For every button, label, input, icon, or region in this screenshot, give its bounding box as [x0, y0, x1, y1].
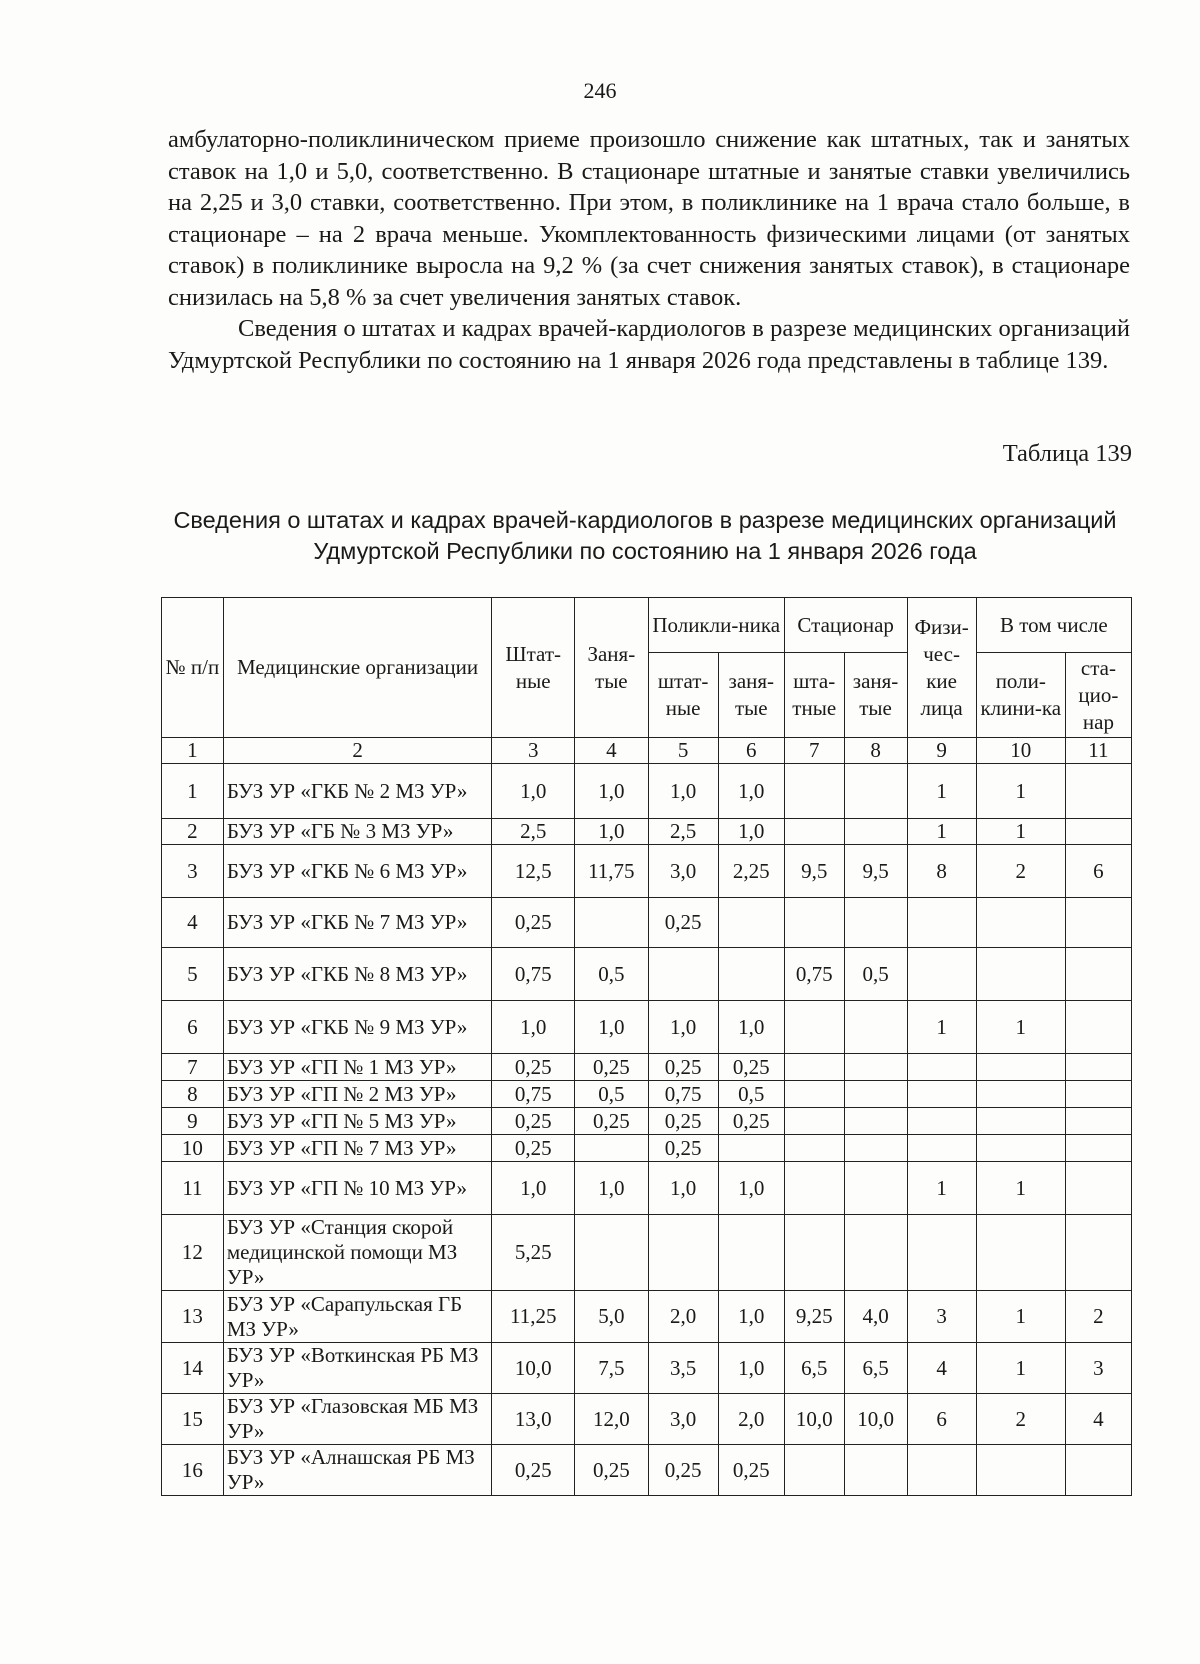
table-cell: 1 — [976, 1291, 1065, 1343]
table-cell — [1065, 1162, 1131, 1215]
table-cell: 2,0 — [648, 1291, 718, 1343]
header-including: В том числе — [976, 598, 1131, 653]
column-number: 9 — [907, 738, 976, 764]
table-cell: 1,0 — [492, 1001, 575, 1054]
header-hosp-staff: шта-тные — [784, 653, 844, 738]
header-hosp-occ: заня-тые — [844, 653, 907, 738]
table-cell — [718, 1215, 784, 1291]
table-cell — [784, 1054, 844, 1081]
table-row — [162, 1394, 1132, 1445]
table-cell: 5 — [162, 948, 224, 1001]
table-cell — [1065, 764, 1131, 819]
table-cell — [575, 1215, 648, 1291]
table-cell — [718, 898, 784, 948]
table-cell: 0,5 — [844, 948, 907, 1001]
table-cell — [976, 1054, 1065, 1081]
table-cell — [976, 898, 1065, 948]
table-cell: 5,0 — [575, 1291, 648, 1343]
table-cell — [784, 764, 844, 819]
table-cell: 14 — [162, 1343, 224, 1394]
table-cell: 0,25 — [492, 1445, 575, 1496]
table-cell — [907, 898, 976, 948]
header-org: Медицинские организации — [223, 598, 491, 738]
table-cell: 2 — [976, 1394, 1065, 1445]
table-cell: 6 — [907, 1394, 976, 1445]
table-cell: 8 — [162, 1081, 224, 1108]
table-cell: 1,0 — [575, 819, 648, 845]
table-cell: 3,0 — [648, 1394, 718, 1445]
org-name-cell: БУЗ УР «ГКБ № 7 МЗ УР» — [223, 898, 491, 948]
table-cell — [718, 948, 784, 1001]
table-cell — [718, 1135, 784, 1162]
table-cell — [784, 1081, 844, 1108]
column-number: 3 — [492, 738, 575, 764]
column-number: 11 — [1065, 738, 1131, 764]
paragraph: Сведения о штатах и кадрах врачей-кардиологов в разрезе медицинских организаций Удмуртской Республики по состоянию на 1 января 2026 года представлены в таблице 139. — [168, 315, 1130, 374]
org-name-cell: БУЗ УР «ГКБ № 9 МЗ УР» — [223, 1001, 491, 1054]
staff-table — [161, 597, 1132, 1496]
table-cell — [1065, 948, 1131, 1001]
table-cell — [976, 1215, 1065, 1291]
table-cell: 2,25 — [718, 845, 784, 898]
table-cell: 1,0 — [718, 1291, 784, 1343]
table-cell — [784, 1135, 844, 1162]
table-cell — [907, 948, 976, 1001]
table-cell: 1 — [976, 1001, 1065, 1054]
table-cell — [976, 1108, 1065, 1135]
table-cell: 2 — [162, 819, 224, 845]
table-cell — [1065, 898, 1131, 948]
table-cell — [844, 1081, 907, 1108]
header-occupied: Заня-тые — [575, 598, 648, 738]
table-cell: 13,0 — [492, 1394, 575, 1445]
column-number: 1 — [162, 738, 224, 764]
table-cell — [1065, 1001, 1131, 1054]
table-cell: 10,0 — [784, 1394, 844, 1445]
table-cell: 11,25 — [492, 1291, 575, 1343]
table-cell: 6,5 — [844, 1343, 907, 1394]
table-cell: 9,5 — [784, 845, 844, 898]
table-cell: 12,0 — [575, 1394, 648, 1445]
table-cell — [844, 1445, 907, 1496]
table-cell: 0,75 — [648, 1081, 718, 1108]
table-cell: 0,5 — [575, 1081, 648, 1108]
table-cell — [1065, 1081, 1131, 1108]
table-cell: 0,25 — [718, 1054, 784, 1081]
table-cell: 9,25 — [784, 1291, 844, 1343]
table-cell — [907, 1054, 976, 1081]
column-number: 5 — [648, 738, 718, 764]
table-cell: 3,5 — [648, 1343, 718, 1394]
table-cell: 12 — [162, 1215, 224, 1291]
table-row — [162, 1162, 1132, 1215]
table-cell: 8 — [907, 845, 976, 898]
table-cell: 10,0 — [492, 1343, 575, 1394]
table-cell: 3 — [162, 845, 224, 898]
table-cell — [844, 898, 907, 948]
table-cell: 16 — [162, 1445, 224, 1496]
header-num: № п/п — [162, 598, 224, 738]
table-cell: 0,75 — [492, 948, 575, 1001]
header-incl-poly: поли-клини-ка — [976, 653, 1065, 738]
table-cell: 5,25 — [492, 1215, 575, 1291]
table-cell: 1,0 — [492, 764, 575, 819]
table-title: Сведения о штатах и кадрах врачей-кардиологов в разрезе медицинских организаций Удмуртской Республики по состоянию на 1 января 2026 года — [173, 507, 1117, 564]
column-number: 6 — [718, 738, 784, 764]
column-number: 2 — [223, 738, 491, 764]
org-name-cell: БУЗ УР «ГКБ № 6 МЗ УР» — [223, 845, 491, 898]
header-polyclinic: Поликли-ника — [648, 598, 784, 653]
table-cell: 0,25 — [648, 1108, 718, 1135]
table-cell: 1,0 — [575, 1162, 648, 1215]
header-hospital: Стационар — [784, 598, 907, 653]
table-cell: 6 — [1065, 845, 1131, 898]
table-cell — [784, 1445, 844, 1496]
column-number: 7 — [784, 738, 844, 764]
org-name-cell: БУЗ УР «ГП № 10 МЗ УР» — [223, 1162, 491, 1215]
table-cell: 3 — [1065, 1343, 1131, 1394]
table-row — [162, 948, 1132, 1001]
table-cell — [784, 1162, 844, 1215]
table-cell — [976, 1135, 1065, 1162]
table-cell — [1065, 819, 1131, 845]
table-cell: 4,0 — [844, 1291, 907, 1343]
table-cell: 7,5 — [575, 1343, 648, 1394]
table-cell — [784, 819, 844, 845]
table-cell — [784, 898, 844, 948]
table-cell: 1,0 — [575, 764, 648, 819]
header-incl-hosp: ста-цио-нар — [1065, 653, 1131, 738]
org-name-cell: БУЗ УР «Станция скорой медицинской помощи МЗ УР» — [223, 1215, 491, 1291]
table-row — [162, 764, 1132, 819]
table-cell — [907, 1108, 976, 1135]
table-cell: 1,0 — [575, 1001, 648, 1054]
table-cell: 0,75 — [492, 1081, 575, 1108]
table-cell: 1,0 — [718, 764, 784, 819]
header-physical: Физи-чес-кие лица — [907, 598, 976, 738]
table-cell: 1,0 — [718, 819, 784, 845]
table-cell: 2 — [1065, 1291, 1131, 1343]
table-cell: 0,25 — [718, 1445, 784, 1496]
org-name-cell: БУЗ УР «Воткинская РБ МЗ УР» — [223, 1343, 491, 1394]
table-cell — [844, 1135, 907, 1162]
table-cell: 0,25 — [575, 1054, 648, 1081]
table-cell — [648, 948, 718, 1001]
column-number: 8 — [844, 738, 907, 764]
table-cell — [907, 1215, 976, 1291]
table-cell: 12,5 — [492, 845, 575, 898]
table-cell — [907, 1081, 976, 1108]
table-cell: 1 — [976, 764, 1065, 819]
table-cell: 2 — [976, 845, 1065, 898]
header-staff: Штат-ные — [492, 598, 575, 738]
table-cell: 1 — [907, 1001, 976, 1054]
table-cell: 9,5 — [844, 845, 907, 898]
table-cell: 0,25 — [718, 1108, 784, 1135]
table-row — [162, 1108, 1132, 1135]
table-cell — [1065, 1135, 1131, 1162]
org-name-cell: БУЗ УР «Глазовская МБ МЗ УР» — [223, 1394, 491, 1445]
header-poly-occ: заня-тые — [718, 653, 784, 738]
table-cell: 7 — [162, 1054, 224, 1081]
table-cell: 4 — [162, 898, 224, 948]
table-row — [162, 1445, 1132, 1496]
table-cell: 1,0 — [648, 1162, 718, 1215]
table-cell — [648, 1215, 718, 1291]
org-name-cell: БУЗ УР «ГКБ № 8 МЗ УР» — [223, 948, 491, 1001]
table-cell: 1,0 — [718, 1343, 784, 1394]
table-cell: 0,25 — [492, 898, 575, 948]
table-row — [162, 1001, 1132, 1054]
table-cell: 11,75 — [575, 845, 648, 898]
table-cell: 1 — [907, 764, 976, 819]
org-name-cell: БУЗ УР «ГКБ № 2 МЗ УР» — [223, 764, 491, 819]
table-cell: 1 — [976, 819, 1065, 845]
table-cell — [1065, 1108, 1131, 1135]
table-cell: 0,75 — [784, 948, 844, 1001]
table-cell: 3 — [907, 1291, 976, 1343]
table-cell — [784, 1108, 844, 1135]
table-cell: 10,0 — [844, 1394, 907, 1445]
table-row — [162, 845, 1132, 898]
table-cell: 0,25 — [575, 1445, 648, 1496]
table-cell — [1065, 1215, 1131, 1291]
table-cell: 1 — [976, 1343, 1065, 1394]
table-cell: 0,25 — [648, 1135, 718, 1162]
table-cell: 15 — [162, 1394, 224, 1445]
table-cell — [844, 1108, 907, 1135]
table-cell — [844, 1001, 907, 1054]
table-cell — [575, 898, 648, 948]
table-cell: 0,25 — [492, 1054, 575, 1081]
page-number: 246 — [583, 78, 617, 103]
table-cell: 1,0 — [648, 1001, 718, 1054]
table-cell — [1065, 1054, 1131, 1081]
table-cell: 0,25 — [575, 1108, 648, 1135]
table-cell: 9 — [162, 1108, 224, 1135]
table-cell — [976, 948, 1065, 1001]
table-cell — [1065, 1445, 1131, 1496]
table-cell: 4 — [907, 1343, 976, 1394]
table-row — [162, 1135, 1132, 1162]
table-cell: 1,0 — [718, 1162, 784, 1215]
table-row — [162, 1054, 1132, 1081]
paragraph: амбулаторно-поликлиническом приеме произошло снижение как штатных, так и занятых ставок на 1,0 и 5,0, соответственно. В стационаре штатные и занятые ставки увеличились на 2,25 и 3,0 ставки, соответственно. При этом, в поликлинике на 1 врача стало больше, в стационаре – на 2 врача меньше. Укомплектованность физическими лицами (от занятых ставок) в поликлинике выросла на 9,2 % (за счет снижения занятых ставок), в стационаре снизилась на 5,8 % за счет увеличения занятых ставок. — [168, 126, 1130, 311]
table-row — [162, 819, 1132, 845]
table-cell: 0,5 — [575, 948, 648, 1001]
table-cell — [844, 764, 907, 819]
table-cell: 1,0 — [718, 1001, 784, 1054]
column-number: 4 — [575, 738, 648, 764]
org-name-cell: БУЗ УР «ГБ № 3 МЗ УР» — [223, 819, 491, 845]
table-cell: 0,25 — [648, 1445, 718, 1496]
table-cell — [575, 1135, 648, 1162]
table-cell: 1 — [162, 764, 224, 819]
table-row — [162, 1081, 1132, 1108]
table-cell — [784, 1215, 844, 1291]
table-cell: 2,5 — [492, 819, 575, 845]
org-name-cell: БУЗ УР «Алнашская РБ МЗ УР» — [223, 1445, 491, 1496]
column-number: 10 — [976, 738, 1065, 764]
org-name-cell: БУЗ УР «Сарапульская ГБ МЗ УР» — [223, 1291, 491, 1343]
table-cell: 6,5 — [784, 1343, 844, 1394]
table-cell — [976, 1081, 1065, 1108]
column-numbers-row — [162, 738, 1132, 764]
table-cell: 11 — [162, 1162, 224, 1215]
table-cell: 0,25 — [648, 898, 718, 948]
table-cell — [907, 1445, 976, 1496]
table-cell — [844, 1054, 907, 1081]
table-cell: 0,25 — [648, 1054, 718, 1081]
table-row — [162, 898, 1132, 948]
table-cell: 0,25 — [492, 1135, 575, 1162]
table-cell: 1 — [976, 1162, 1065, 1215]
org-name-cell: БУЗ УР «ГП № 7 МЗ УР» — [223, 1135, 491, 1162]
table-cell: 1 — [907, 819, 976, 845]
table-cell: 1 — [907, 1162, 976, 1215]
table-cell: 13 — [162, 1291, 224, 1343]
table-cell: 6 — [162, 1001, 224, 1054]
table-cell: 1,0 — [492, 1162, 575, 1215]
table-row — [162, 1343, 1132, 1394]
table-cell — [844, 1215, 907, 1291]
table-cell — [844, 819, 907, 845]
table-cell: 0,25 — [492, 1108, 575, 1135]
table-cell — [976, 1445, 1065, 1496]
table-label: Таблица 139 — [1002, 440, 1132, 467]
org-name-cell: БУЗ УР «ГП № 2 МЗ УР» — [223, 1081, 491, 1108]
table-cell: 4 — [1065, 1394, 1131, 1445]
table-row — [162, 1215, 1132, 1291]
header-poly-staff: штат-ные — [648, 653, 718, 738]
table-cell — [844, 1162, 907, 1215]
table-cell — [907, 1135, 976, 1162]
body-text — [168, 124, 1130, 376]
org-name-cell: БУЗ УР «ГП № 1 МЗ УР» — [223, 1054, 491, 1081]
table-cell: 3,0 — [648, 845, 718, 898]
table-cell: 2,5 — [648, 819, 718, 845]
org-name-cell: БУЗ УР «ГП № 5 МЗ УР» — [223, 1108, 491, 1135]
table-row — [162, 1291, 1132, 1343]
table-cell: 0,5 — [718, 1081, 784, 1108]
table-cell: 1,0 — [648, 764, 718, 819]
table-cell: 2,0 — [718, 1394, 784, 1445]
table-cell — [784, 1001, 844, 1054]
table-cell: 10 — [162, 1135, 224, 1162]
